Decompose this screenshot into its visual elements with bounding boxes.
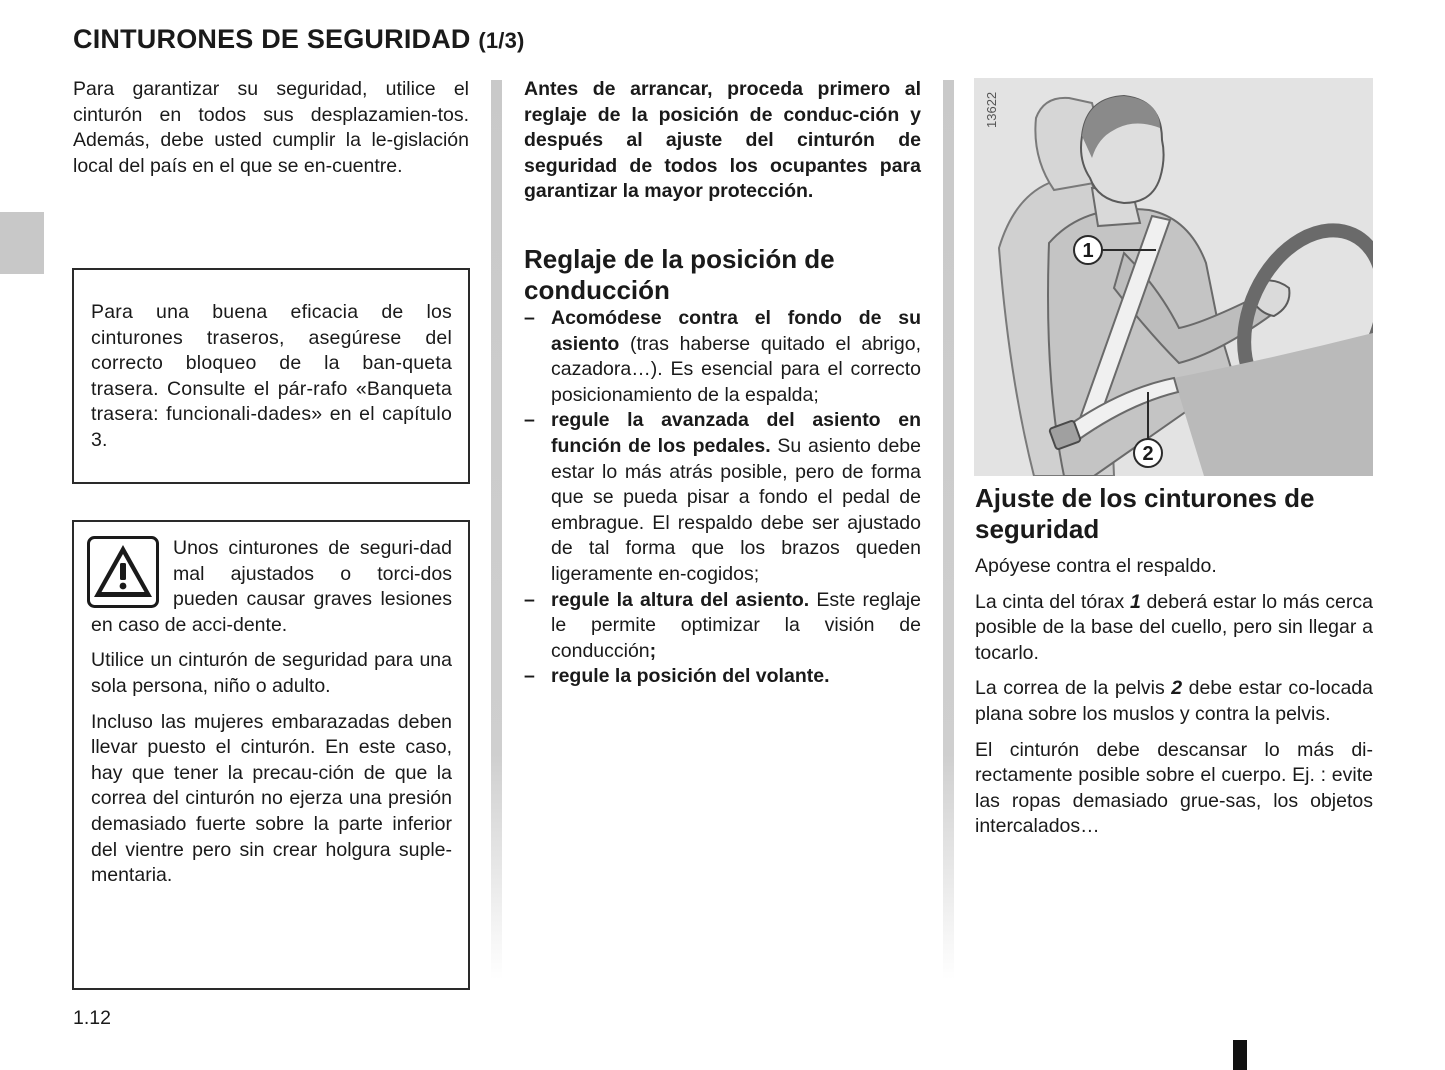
chapter-side-tab	[0, 212, 44, 274]
preamble-bold: Antes de arrancar, proceda primero al reglaje de la posición de conduc-ción y después al ajuste del cinturón de seguridad de todos los ocupantes para garantizar la mayor protección.	[524, 78, 921, 203]
warning-text-3: Incluso las mujeres embarazadas deben llevar puesto el cinturón. En este caso, hay que tener la precau-ción de que la correa del cinturón no ejerza una presión demasiado fuerte sobre la parte inferior del vientre pero sin crear holgura suple-mentaria.	[91, 710, 452, 887]
intro-paragraph: Para garantizar su seguridad, utilice el cinturón en todos sus desplazamien-tos. Además, debe usted cumplir la le-gislación local del país en el que se en-cuentre.	[73, 78, 469, 177]
driver-illustration	[974, 78, 1373, 476]
warning-text-2: Utilice un cinturón de seguridad para una sola persona, niño o adulto.	[91, 649, 452, 697]
list-item: – regule la avanzada del asiento en función de los pedales. Su asiento debe estar lo más atrás posible, pero de forma que se pueda pisar a fondo el pedal de embrague. El respaldo debe ser ajustado de tal forma que los brazos queden ligeramente en-cogidos;	[524, 408, 921, 587]
ref-1: 1	[1129, 590, 1141, 613]
figure-code: 13622	[984, 91, 999, 128]
callout-2-label: 2	[1142, 443, 1154, 465]
belt-paragraph-4: El cinturón debe descansar lo más di-rectamente posible sobre el cuerpo. Ej. : evite las ropas demasiado grue-sas, los objetos intercalados…	[975, 738, 1373, 838]
note-box-text: Para una buena eficacia de los cinturones traseros, asegúrese del correcto bloqueo de la ban-queta trasera. Consulte el pár-rafo «Banqueta trasera: funcionali-dades» en el capítulo 3.	[91, 301, 452, 451]
section-end-mark	[1233, 1040, 1247, 1070]
section-heading-belt-adjustment: Ajuste de los cinturones de seguridad	[975, 483, 1315, 544]
warning-text-1: Unos cinturones de seguri-dad mal ajustados o torci-dos pueden causar graves lesiones en caso de acci-dente.	[91, 537, 452, 636]
warning-triangle-icon	[87, 536, 159, 608]
belt-paragraph-1: Apóyese contra el respaldo.	[975, 555, 1217, 577]
list-item: – Acomódese contra el fondo de su asiento (tras haberse quitado el abrigo, cazadora…). Es esencial para el correcto posicionamiento de la espalda;	[524, 306, 921, 408]
adjustment-list	[524, 306, 921, 690]
section-heading-driving-position: Reglaje de la posición de conducción	[524, 243, 835, 305]
warning-box	[72, 520, 470, 990]
belt-paragraph-2: La cinta del tórax 1 deberá estar lo más cerca posible de la base del cuello, pero sin llegar a tocarlo.	[975, 590, 1373, 664]
list-item: – regule la altura del asiento. Este reglaje le permite optimizar la visión de conducción;	[524, 588, 921, 665]
callout-1-label: 1	[1082, 240, 1094, 262]
page-number: 1.12	[73, 1007, 111, 1029]
column-1	[73, 77, 469, 179]
column-3	[975, 483, 1373, 840]
column-2	[524, 77, 921, 690]
page-title: CINTURONES DE SEGURIDAD (1/3)	[73, 24, 525, 54]
seatbelt-illustration	[974, 78, 1373, 476]
belt-paragraph-3: La correa de la pelvis 2 debe estar co-locada plana sobre los muslos y contra la pelvis.	[975, 677, 1373, 725]
column-divider-right	[943, 80, 954, 980]
page-title-suffix: (1/3)	[478, 28, 525, 53]
note-box	[72, 268, 470, 484]
column-divider-left	[491, 80, 502, 980]
list-item: – regule la posición del volante.	[524, 664, 921, 690]
ref-2: 2	[1171, 677, 1183, 700]
